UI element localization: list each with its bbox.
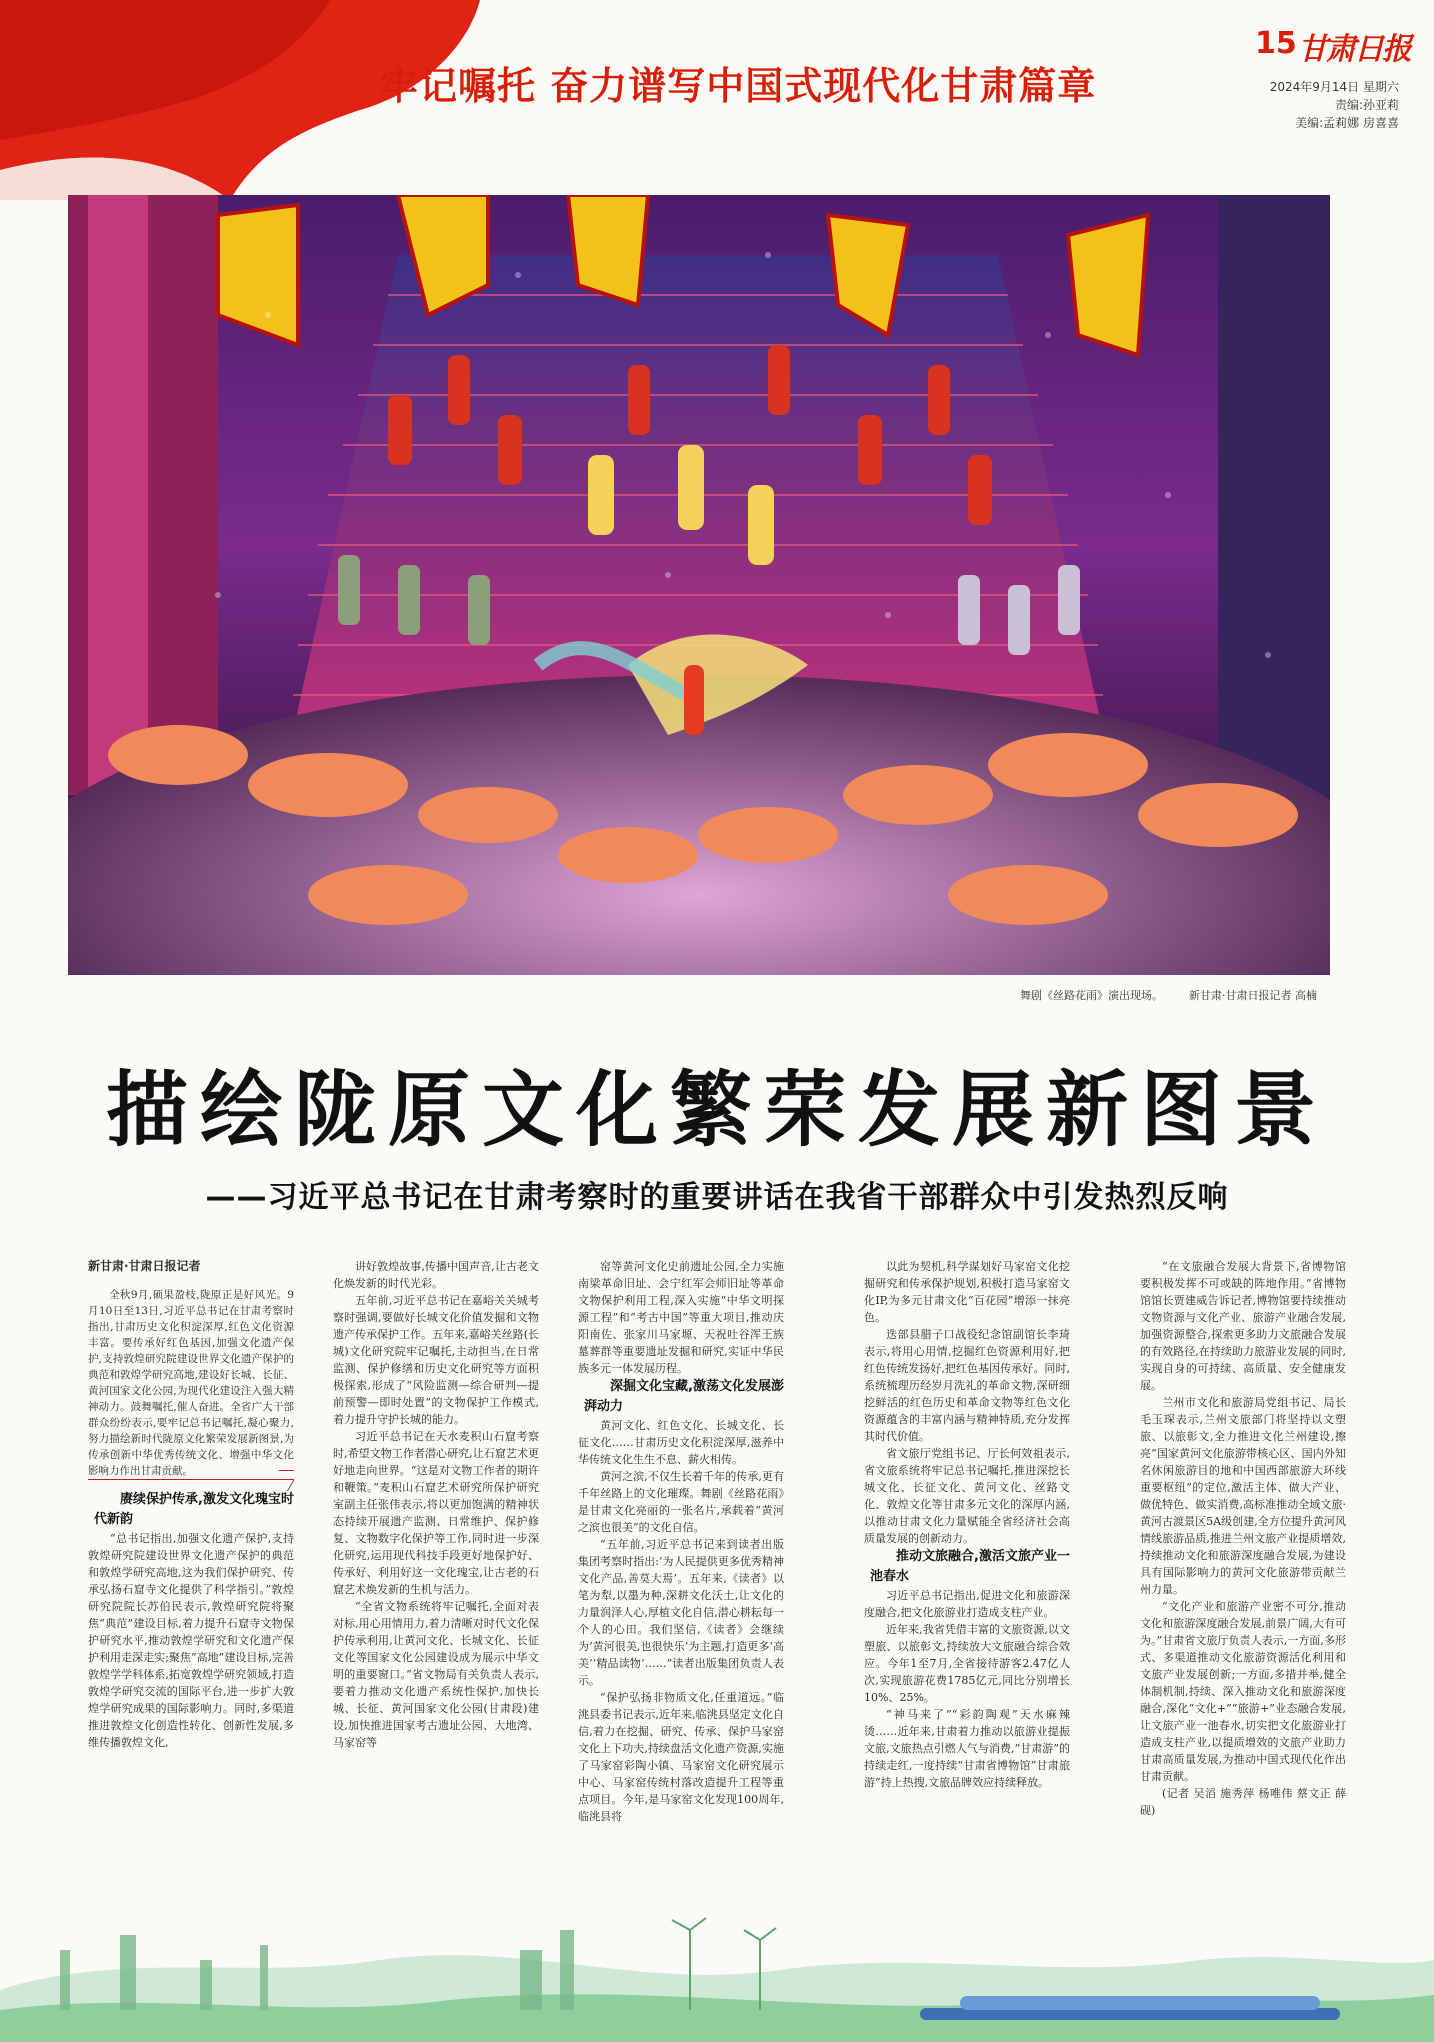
paragraph: “保护弘扬非物质文化,任重道远。”临洮县委书记表示,近年来,临洮县坚定文化自信,着力在挖掘、研究、传承、保护马家窑文化上下功夫,持续盘活文化遗产资源,实施了马家窑彩陶小镇、马家窑文化研究展示中心、马家窑传统村落改造提升工程等重点项目。今年,是马家窑文化发现100周年,临洮县将: [578, 1691, 784, 1823]
section-heading-1: 赓续保护传承,激发文化瑰宝时代新韵: [88, 1479, 294, 1530]
paragraph: 兰州市文化和旅游局党组书记、局长毛玉琛表示,兰州文旅部门将坚持以文塑旅、以旅彰文,全力推进文化兰州建设,擦亮“国家黄河文化旅游带核心区、国内外知名休闲旅游目的地和中国西部旅游大环线重要枢纽”的定位,激活主体、做大产业、做优特色、做实消费,高标准推动全域文旅·黄河古渡景区5A级创建,全方位提升黄河风情线旅游品质,推进兰州文旅产业提质增效,持续推动文化和旅游深度融合发展,为建设具有国际影响力的黄河文化旅游带贡献兰州力量。: [1140, 1396, 1346, 1596]
photo-credit: 新甘肃·甘肃日报记者 高楠: [1189, 989, 1317, 1002]
article-column-5: [1140, 1258, 1346, 1868]
article-column-4: [864, 1258, 1070, 1868]
article-column-2: [333, 1258, 539, 1868]
paragraph: “在文旅融合发展大背景下,省博物馆要积极发挥不可或缺的阵地作用。”省博物馆馆长贾建威告诉记者,博物馆要持续推动文物资源与文化产业、旅游产业融合发展,加强资源整合,探索更多助力文旅融合发展的有效路径,在持续助力旅游业发展的同时,实现自身的可持续、高质量、安全健康发展。: [1140, 1260, 1346, 1392]
stage-photo: [68, 195, 1330, 975]
issue-editor: 责编:孙亚莉: [1334, 98, 1399, 112]
paragraph: “文化产业和旅游产业密不可分,推动文化和旅游深度融合发展,前景广阔,大有可为。”甘肃省文旅厅负责人表示,一方面,多形式、多渠道推动文化旅游资源活化利用和文旅产业发展创新;一方面,多措并举,健全体制机制,持续、深入推动文化和旅游深度融合,深化“文化+”“旅游+”业态融合发展,让文旅产业一池春水,切实把文化旅游业打造成支柱产业,以提质增效的文旅产业助力甘肃高质量发展,为推动中国式现代化作出甘肃贡献。: [1140, 1600, 1346, 1783]
paragraph: 习近平总书记指出,促进文化和旅游深度融合,把文化旅游业打造成支柱产业。: [864, 1589, 1070, 1619]
paragraph: “总书记指出,加强文化遗产保护,支持敦煌研究院建设世界文化遗产保护的典范和敦煌学研究高地,这为我们保护研究、传承弘扬石窟寺文化提供了科学指引。”敦煌研究院院长苏伯民表示,敦煌研究院将聚焦“典范”建设目标,着力提升石窟寺文物保护研究水平,推动敦煌学研究和文化遗产保护利用走深走实;聚焦“高地”建设目标,完善敦煌学学科体系,拓宽敦煌学研究领域,打造敦煌学研究交流的国际平台,进一步扩大敦煌学研究成果的国际影响力。同时,多渠道推进敦煌文化创造性转化、创新性发展,多维传播敦煌文化,: [88, 1532, 294, 1749]
article-lead: 全秋9月,硕果盈枝,陇原正是好风光。9月10日至13日,习近平总书记在甘肃考察时指出,甘肃历史文化积淀深厚,红色文化资源丰富。要传承好红色基因,加强文化遗产保护,支持敦煌研究院建设世界文化遗产保护的典范和敦煌学研究高地,建设好长城、长征、黄河国家文化公园,为现代化建设注入强大精神动力。鼓舞嘱托,催人奋进。全省广大干部群众纷纷表示,要牢记总书记嘱托,凝心聚力,努力描绘新时代陇原文化繁荣发展新图景,为传承创新中华优秀传统文化、增强中华文化影响力作出甘肃贡献。: [88, 1289, 294, 1477]
paragraph: 黄河文化、红色文化、长城文化、长征文化……甘肃历史文化积淀深厚,滋养中华传统文化生生不息、薪火相传。: [578, 1419, 784, 1466]
issue-date: 2024年9月14日 星期六: [1269, 80, 1399, 94]
paragraph: “五年前,习近平总书记来到读者出版集团考察时指出:‘为人民提供更多优秀精神文化产品,善莫大焉’。五年来,《读者》以笔为犁,以墨为种,深耕文化沃土,让文化的力量润泽人心,厚植文化自信,潜心耕耘每一个人的心田。我们坚信,《读者》会继续为‘黄河很美,也很快乐’为主题,打造更多‘高美’‘精品读物’……”读者出版集团负责人表示。: [578, 1538, 784, 1687]
paragraph: 省文旅厅党组书记、厅长何效祖表示,省文旅系统将牢记总书记嘱托,推进深挖长城文化、长征文化、黄河文化、丝路文化、敦煌文化等甘肃多元文化的深厚内涵,以推动甘肃文化力量赋能全省经济社会高质量发展的创新动力。: [864, 1447, 1070, 1545]
photo-caption: [1020, 987, 1317, 1003]
reporters-credit: (记者 吴滔 施秀萍 杨唯伟 蔡文正 薛砚): [1140, 1787, 1346, 1817]
caption-text: 舞剧《丝路花雨》演出现场。: [1020, 989, 1163, 1002]
paragraph: 以此为契机,科学谋划好马家窑文化挖掘研究和传承保护规划,积极打造马家窑文化IP,为多元甘肃文化“百花园”增添一抹亮色。: [864, 1260, 1070, 1324]
main-headline: 描绘陇原文化繁荣发展新图景: [105, 1063, 1328, 1158]
page-number: 15: [1255, 26, 1297, 61]
issue-art-editors: 美编:孟莉娜 房喜喜: [1295, 116, 1399, 130]
section-heading-2: 深掘文化宝藏,激荡文化发展澎湃动力: [584, 1379, 784, 1414]
paragraph: 讲好敦煌故事,传播中国声音,让古老文化焕发新的时代光彩。: [333, 1260, 539, 1290]
paragraph: 黄河之滨,不仅生长着千年的传承,更有千年丝路上的文化璀璨。舞剧《丝路花雨》是甘肃文化亮丽的一张名片,承载着“黄河之滨也很美”的文化自信。: [578, 1470, 784, 1534]
article-column-3: [578, 1258, 784, 1868]
sub-headline: ——习近平总书记在甘肃考察时的重要讲话在我省干部群众中引发热烈反响: [205, 1180, 1229, 1215]
paragraph: 习近平总书记在天水麦积山石窟考察时,希望文物工作者潜心研究,让石窟艺术更好地走向世界。“这是对文物工作者的期许和鞭策。”麦积山石窟艺术研究所保护研究室副主任张伟表示,将以更加饱满的精神状态持续开展遗产监测、日常维护、保护修复、文物数字化保护等工作,同时进一步深化研究,运用现代科技手段更好地保护好、传承好、利用好这一文化瑰宝,让古老的石窟艺术焕发新的生机与活力。: [333, 1430, 539, 1596]
paragraph: 窑等黄河文化史前遗址公园,全力实施南梁革命旧址、会宁红军会师旧址等革命文物保护利用工程,深入实施“中华文明探源工程”和“考古中国”等重大项目,推动庆阳南佐、张家川马家塬、天祝吐谷浑王族墓葬群等重要遗址发掘和研究,实证中华民族多元一体发展历程。: [578, 1260, 784, 1375]
issue-meta: [1270, 78, 1399, 132]
footer-landscape-illustration: [0, 1890, 1434, 2042]
paragraph: 五年前,习近平总书记在嘉峪关关城考察时强调,要做好长城文化价值发掘和文物遗产传承保护工作。五年来,嘉峪关丝路(长城)文化研究院牢记嘱托,主动担当,在日常监测、保护修缮和历史文化研究等方面积极探索,形成了“风险监测—综合研判—提前预警—即时处置”的文物保护工作模式,着力提升守护长城的能力。: [333, 1294, 539, 1426]
article-byline: 新甘肃·甘肃日报记者: [88, 1259, 201, 1273]
paragraph: “全省文物系统将牢记嘱托,全面对表对标,用心用情用力,着力清晰对时代文化保护传承利用,让黄河文化、长城文化、长征文化等国家文化公园建设成为展示中华文明的重要窗口。”省文物局有关负责人表示,要着力推动文化遗产系统性保护,加快长城、长征、黄河国家文化公园(甘肃段)建设,加快推进国家考古遗址公园、大地湾、马家窑等: [333, 1600, 539, 1749]
paragraph: “神马来了”“彩韵陶观”天水麻辣烫……近年来,甘肃着力推动以旅游业提振文旅,文旅热点引燃人气与消费,“甘肃游”的持续走红,一度持续“甘肃省博物馆”甘肃旅游“持上热搜,文旅品牌效应持续释放。: [864, 1708, 1070, 1789]
article-column-1: [88, 1258, 294, 1868]
paragraph: 近年来,我省凭借丰富的文旅资源,以文塑旅、以旅彰文,持续放大文旅融合综合效应。今年1至7月,全省接待游客2.47亿人次,实现旅游花费1785亿元,同比分别增长10%、25%。: [864, 1623, 1070, 1704]
page-slogan: 牢记嘱托 奋力谱写中国式现代化甘肃篇章: [380, 64, 1097, 108]
section-heading-3: 推动文旅融合,激活文旅产业一池春水: [870, 1549, 1070, 1584]
paragraph: 迭部县腊子口战役纪念馆副馆长李琦表示,将用心用情,挖掘红色资源利用好,把红色传统发扬好,把红色基因传承好。同时,系统梳理历经岁月洗礼的革命文物,深研细挖鲜活的红色历史和革命文物等红色文化资源蕴含的丰富内涵与精神特质,充分发挥其时代价值。: [864, 1328, 1070, 1443]
newspaper-logo: 甘肃日报: [1298, 32, 1410, 67]
